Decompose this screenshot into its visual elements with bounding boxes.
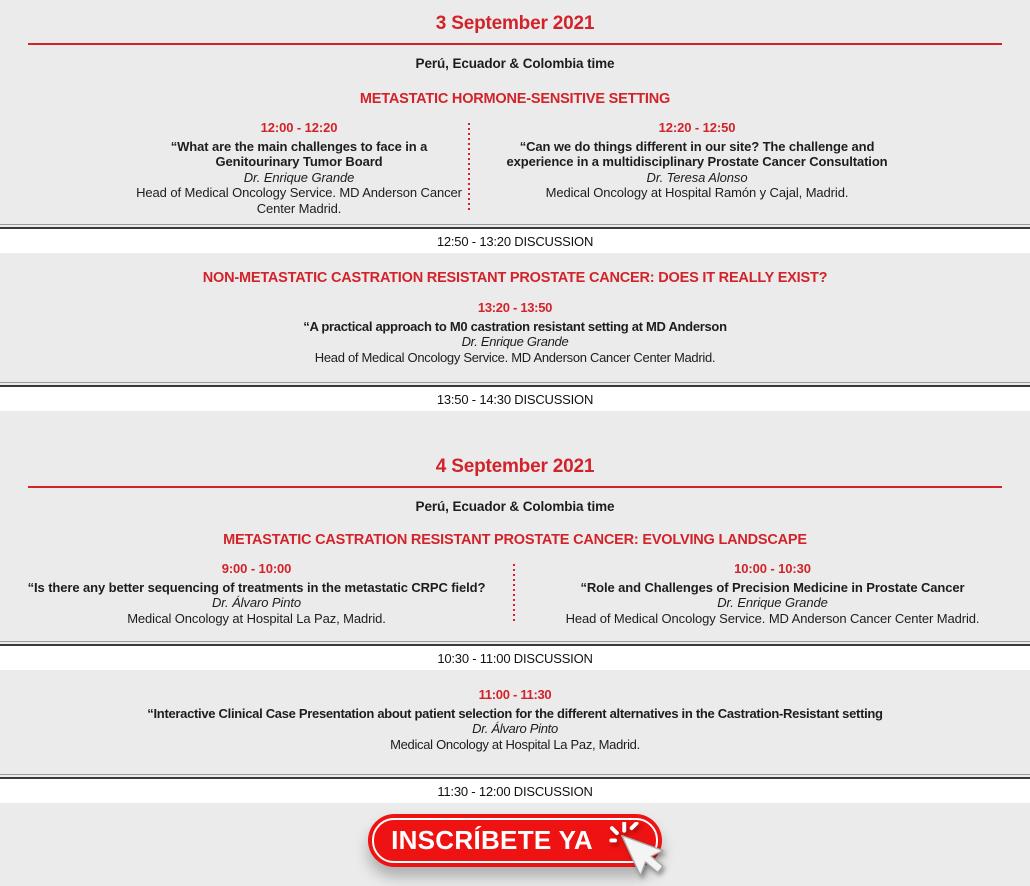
session-time: 12:00 - 12:20 — [260, 120, 338, 135]
discussion-label: 12:50 - 13:20 DISCUSSION — [0, 229, 1030, 253]
register-button-label: INSCRÍBETE YA — [391, 825, 593, 855]
session-block — [0, 120, 468, 216]
session-speaker: Dr. Enrique Grande — [243, 169, 355, 185]
discussion-bar — [0, 774, 1030, 803]
register-button[interactable] — [368, 814, 662, 867]
session-speaker: Dr. Álvaro Pinto — [212, 595, 301, 610]
day-2-agenda — [0, 456, 1030, 803]
discussion-bar — [0, 382, 1030, 411]
session-title: “Interactive Clinical Case Presentation about patient selection for the different alternatives in the Castration-Resistant setting — [147, 705, 883, 721]
session-block — [470, 120, 1030, 216]
discussion-bar — [0, 641, 1030, 670]
session-speaker: Dr. Teresa Alonso — [646, 169, 748, 185]
red-divider-line — [28, 486, 1002, 488]
session-time: 13:20 - 13:50 — [477, 300, 553, 315]
day-2-session-columns — [0, 561, 1030, 626]
discussion-bar — [0, 224, 1030, 253]
session-block — [515, 561, 1030, 626]
day-1-track-heading: METASTATIC HORMONE-SENSITIVE SETTING — [359, 91, 671, 107]
click-cursor-icon — [608, 822, 670, 886]
session-affiliation: Medical Oncology at Hospital Ramón y Cajal, Madrid. — [545, 185, 849, 200]
day-1-track-heading-2: NON-METASTATIC CASTRATION RESISTANT PROSTATE CANCER: DOES IT REALLY EXIST? — [202, 270, 828, 286]
session-title: “What are the main challenges to face in a Genitourinary Tumor Board — [170, 138, 428, 169]
day-2-timezone: Perú, Ecuador & Colombia time — [415, 499, 615, 514]
cta-area — [0, 814, 1030, 867]
session-speaker: Dr. Enrique Grande — [717, 595, 828, 610]
session-affiliation: Medical Oncology at Hospital La Paz, Madrid. — [390, 736, 640, 752]
session-affiliation: Medical Oncology at Hospital La Paz, Madrid. — [127, 610, 386, 626]
session-speaker: Dr. Enrique Grande — [461, 334, 569, 349]
day-1-title: 3 September 2021 — [435, 13, 595, 34]
session-time: 12:20 - 12:50 — [658, 120, 736, 135]
session-block — [25, 687, 1005, 752]
day-1-timezone: Perú, Ecuador & Colombia time — [415, 56, 615, 71]
session-time: 9:00 - 10:00 — [221, 561, 292, 576]
session-title: “Role and Challenges of Precision Medicine in Prostate Cancer — [580, 579, 965, 595]
session-affiliation: Head of Medical Oncology Service. MD Anderson Cancer Center Madrid. — [314, 349, 716, 365]
session-title: “A practical approach to M0 castration resistant setting at MD Anderson — [303, 318, 727, 334]
discussion-label: 13:50 - 14:30 DISCUSSION — [0, 387, 1030, 411]
session-affiliation: Head of Medical Oncology Service. MD Anderson Cancer Center Madrid. — [565, 610, 980, 626]
session-block — [0, 561, 513, 626]
day-2-track-heading: METASTATIC CASTRATION RESISTANT PROSTATE CANCER: EVOLVING LANDSCAPE — [223, 532, 807, 548]
day-1-agenda — [0, 0, 1030, 411]
session-speaker: Dr. Álvaro Pinto — [472, 721, 558, 736]
day-2-title: 4 September 2021 — [435, 456, 595, 477]
day-1-session-columns — [0, 120, 1030, 216]
session-block — [25, 300, 1005, 365]
red-divider-line — [28, 43, 1002, 45]
session-time: 11:00 - 11:30 — [478, 687, 552, 702]
session-title: “Is there any better sequencing of treatments in the metastatic CRPC field? — [27, 579, 486, 595]
discussion-label: 10:30 - 11:00 DISCUSSION — [0, 646, 1030, 670]
session-title: “Can we do things different in our site? The challenge and experience in a multidisciplinary Prostate Cancer Consultation — [506, 138, 888, 169]
session-time: 10:00 - 10:30 — [734, 561, 811, 576]
discussion-label: 11:30 - 12:00 DISCUSSION — [0, 779, 1030, 803]
session-affiliation: Head of Medical Oncology Service. MD Anderson Cancer Center Madrid. — [136, 185, 462, 216]
